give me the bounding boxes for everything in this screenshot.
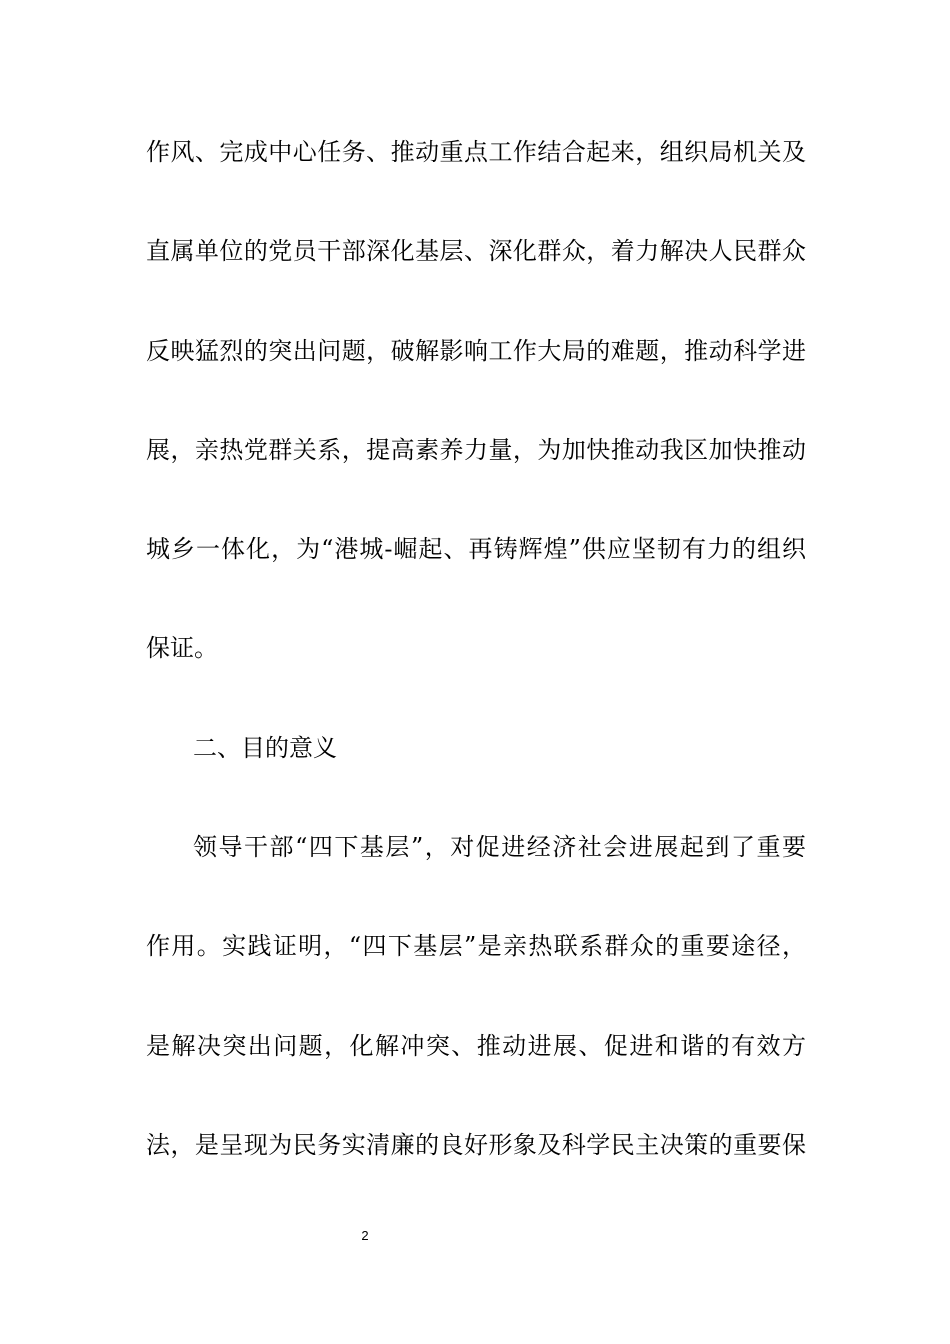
paragraph-2-line-4: 法，是呈现为民务实清廉的良好形象及科学民主决策的重要保 [146,1131,806,1159]
paragraph-2-line-3: 是解决突出问题，化解冲突、推动进展、促进和谐的有效方 [146,1032,806,1060]
paragraph-2-line-1: 领导干部“四下基层”，对促进经济社会进展起到了重要 [193,833,806,861]
paragraph-1-line-5: 城乡一体化，为“港城-崛起、再铸辉煌”供应坚韧有力的组织 [146,535,806,563]
paragraph-2-line-2: 作用。实践证明，“四下基层”是亲热联系群众的重要途径， [146,932,806,960]
paragraph-1-line-3: 反映猛烈的突出问题，破解影响工作大局的难题，推动科学进 [146,337,806,365]
paragraph-1-line-4: 展，亲热党群关系，提高素养力量，为加快推动我区加快推动 [146,436,806,464]
section-heading: 二、目的意义 [193,734,337,762]
paragraph-1-line-6: 保证。 [146,634,218,662]
paragraph-1-line-2: 直属单位的党员干部深化基层、深化群众，着力解决人民群众 [146,237,806,265]
page-number: 2 [361,1228,369,1243]
paragraph-1-line-1: 作风、完成中心任务、推动重点工作结合起来，组织局机关及 [146,138,806,166]
